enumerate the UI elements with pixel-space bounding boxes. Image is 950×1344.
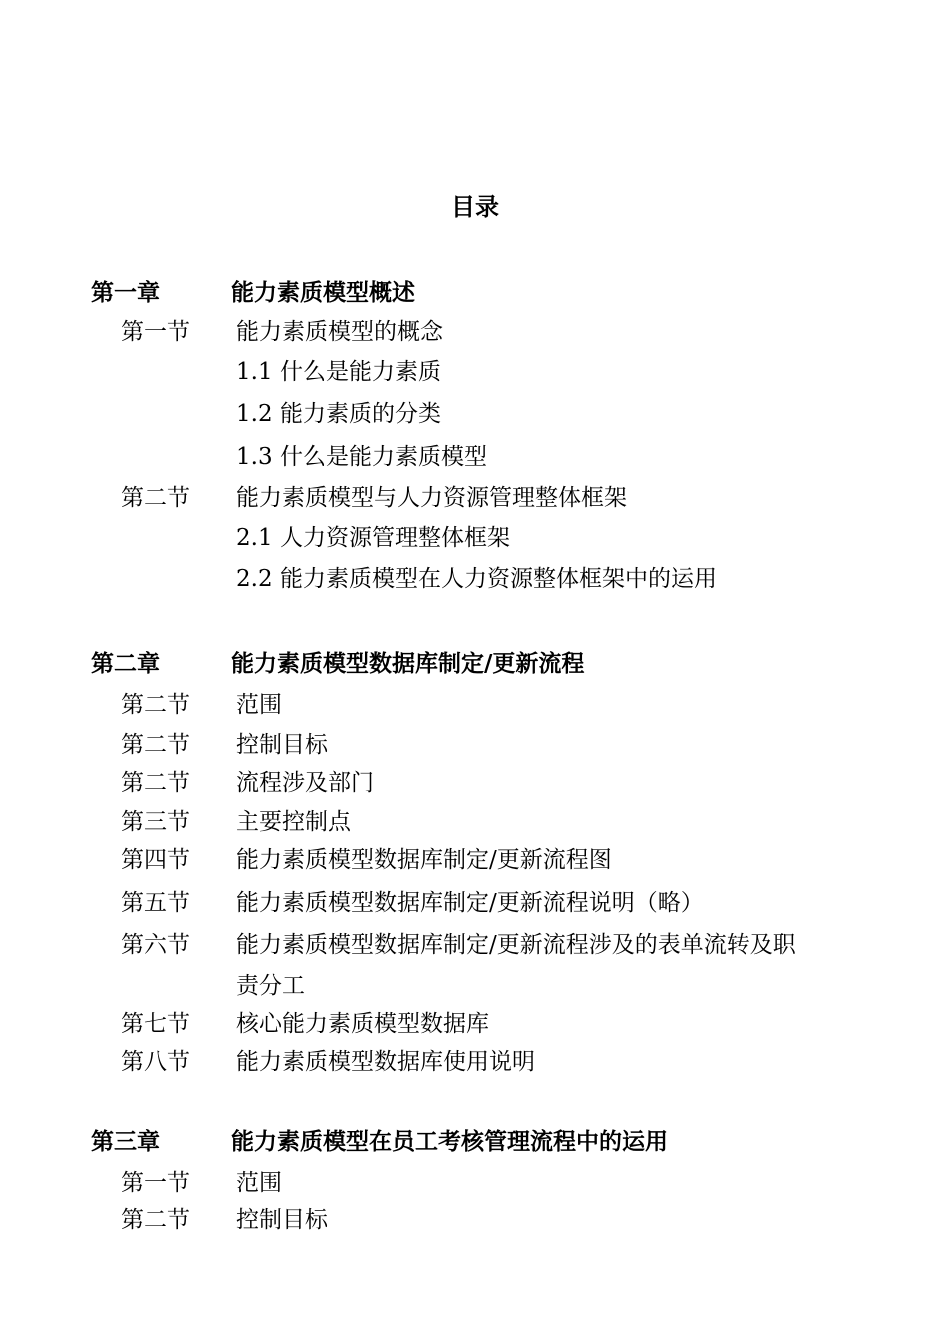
chapter-title: 能力素质模型在员工考核管理流程中的运用 <box>231 1129 668 1155</box>
subsection-title: 能力素质模型在人力资源整体框架中的运用 <box>280 566 717 592</box>
subsection-number: 2.1 <box>236 525 273 551</box>
section-title: 能力素质模型与人力资源管理整体框架 <box>236 485 627 511</box>
section-title: 控制目标 <box>236 732 328 758</box>
section-title-continuation: 责分工 <box>236 973 305 999</box>
section-title: 能力素质模型的概念 <box>236 319 443 345</box>
section-label: 第四节 <box>121 847 190 873</box>
chapter-label: 第三章 <box>91 1129 160 1155</box>
section-label: 第六节 <box>121 932 190 958</box>
section-label: 第五节 <box>121 890 190 916</box>
section-label: 第二节 <box>121 1207 190 1233</box>
section-label: 第二节 <box>121 692 190 718</box>
section-label: 第二节 <box>121 732 190 758</box>
subsection-title: 什么是能力素质模型 <box>280 444 487 470</box>
section-label: 第三节 <box>121 809 190 835</box>
subsection-number: 2.2 <box>236 566 273 592</box>
section-title: 核心能力素质模型数据库 <box>236 1011 489 1037</box>
section-label: 第一节 <box>121 319 190 345</box>
subsection-title: 能力素质的分类 <box>280 401 441 427</box>
chapter-label: 第一章 <box>91 280 160 306</box>
section-title: 能力素质模型数据库使用说明 <box>236 1049 535 1075</box>
subsection-number: 1.1 <box>236 359 273 385</box>
toc-title: 目录 <box>451 193 499 221</box>
chapter-title: 能力素质模型概述 <box>231 280 415 306</box>
section-label: 第二节 <box>121 485 190 511</box>
section-title: 主要控制点 <box>236 809 351 835</box>
section-label: 第一节 <box>121 1170 190 1196</box>
section-title: 流程涉及部门 <box>236 770 374 796</box>
chapter-label: 第二章 <box>91 651 160 677</box>
section-title: 能力素质模型数据库制定/更新流程涉及的表单流转及职 <box>236 932 796 958</box>
section-title: 能力素质模型数据库制定/更新流程说明（略） <box>236 890 704 916</box>
subsection-number: 1.3 <box>236 444 273 470</box>
section-title: 控制目标 <box>236 1207 328 1233</box>
section-label: 第二节 <box>121 770 190 796</box>
section-label: 第七节 <box>121 1011 190 1037</box>
subsection-title: 什么是能力素质 <box>280 359 441 385</box>
section-label: 第八节 <box>121 1049 190 1075</box>
subsection-number: 1.2 <box>236 401 273 427</box>
section-title: 能力素质模型数据库制定/更新流程图 <box>236 847 612 873</box>
chapter-title: 能力素质模型数据库制定/更新流程 <box>231 651 585 677</box>
section-title: 范围 <box>236 1170 282 1196</box>
section-title: 范围 <box>236 692 282 718</box>
subsection-title: 人力资源管理整体框架 <box>280 525 510 551</box>
